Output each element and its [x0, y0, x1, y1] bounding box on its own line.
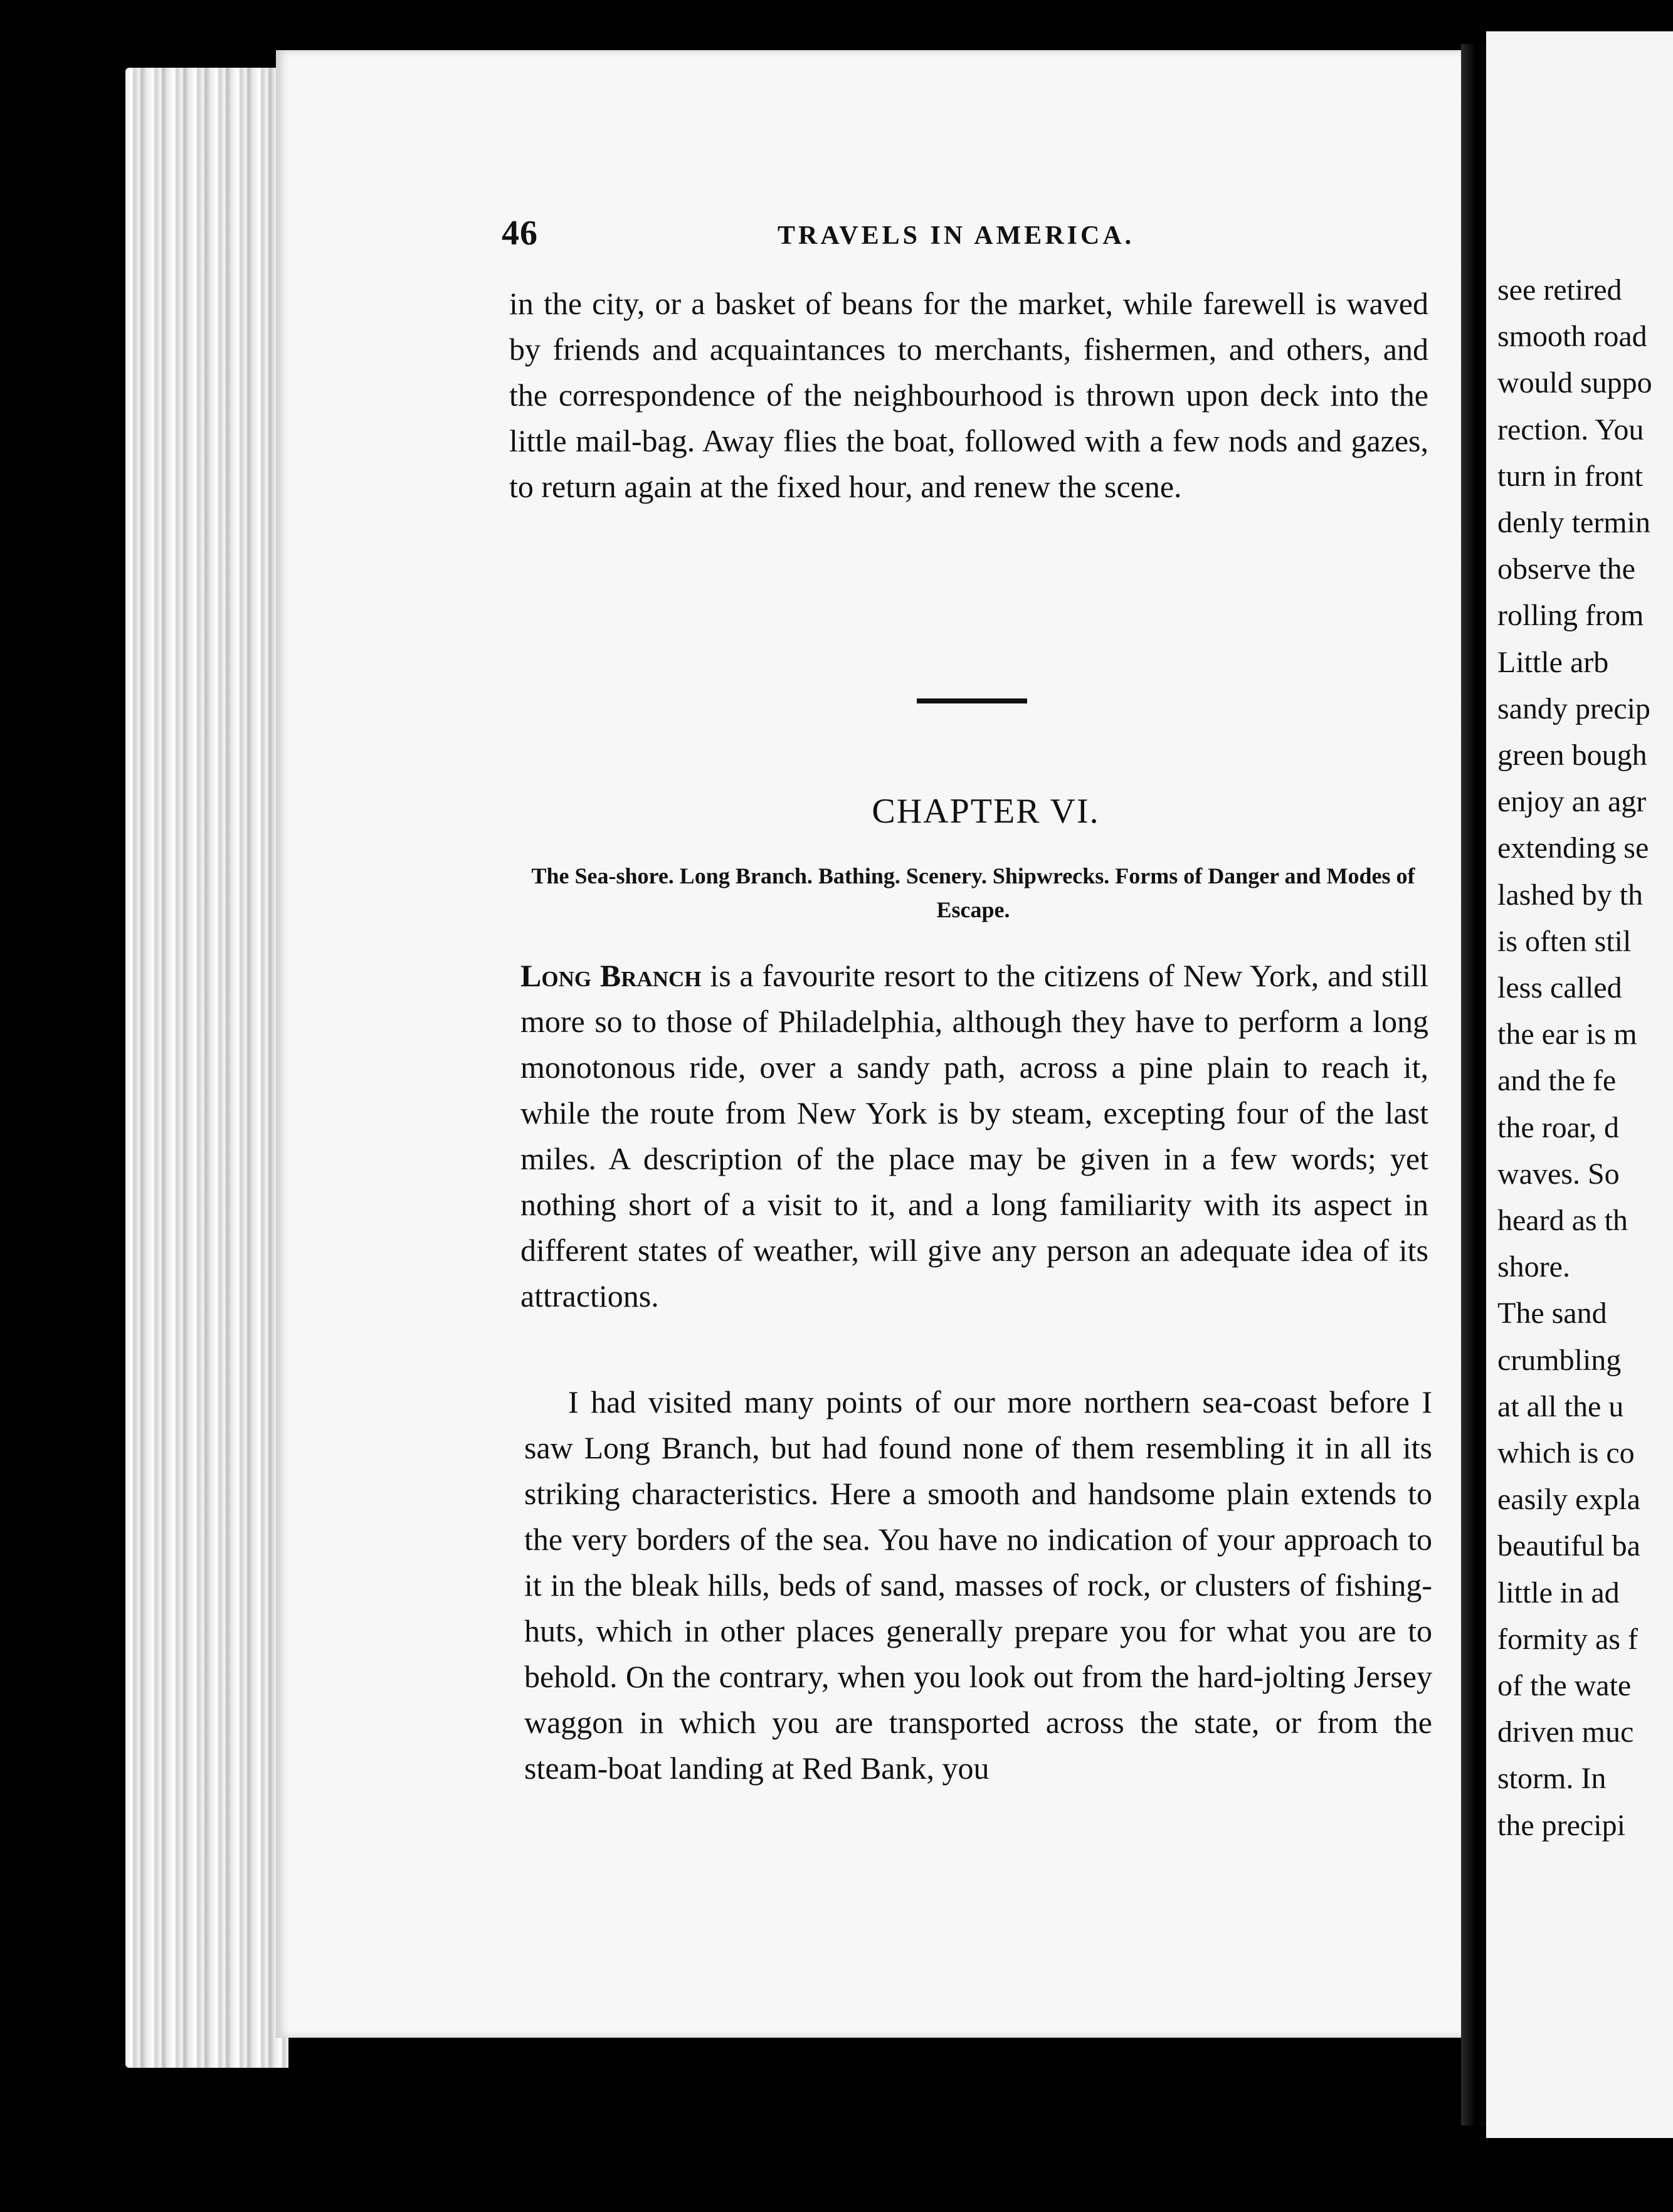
right-page-line: waves. So [1497, 1157, 1620, 1191]
right-page-line: extending se [1497, 831, 1649, 865]
right-page-line: less called [1497, 971, 1622, 1004]
paragraph-2: I had visited many points of our more northern sea-coast before I saw Long Branch, but had found none of them resembling it in all its striking characteristics. Here a smooth and handsome plain extends to the very borders of the sea. You have no indication of your approach to it in the bleak hills, beds of sand, masses of rock, or clusters of fishing-huts, which in other places generally prepare you for what you are to behold. On the contrary, when you look out from the hard-jolting Jersey waggon in which you are transported across the state, or from the steam-boat landing at Red Bank, you [524, 1384, 1432, 1786]
right-page-line: shore. [1497, 1250, 1570, 1284]
continued-paragraph: in the city, or a basket of beans for the market, while farewell is waved by friends and acquaintances to merchants, fishermen, and others, and the correspondence of the neighbourhood is thrown upon deck into the little mail-bag. Away flies the boat, followed with a few nods and gazes, to return again at the fixed hour, and renew the scene. [509, 286, 1428, 504]
right-page-line: enjoy an agr [1497, 785, 1647, 819]
page-block-edges [125, 68, 288, 2068]
right-page-line: green bough [1497, 739, 1647, 772]
right-page-line: of the wate [1497, 1669, 1632, 1702]
right-page-line: sandy precip [1497, 692, 1650, 725]
right-page-line: observe the [1497, 552, 1635, 586]
right-page-line: crumbling [1497, 1343, 1622, 1377]
right-page-line: is often stil [1497, 924, 1632, 958]
right-page-line: the roar, d [1497, 1110, 1619, 1144]
right-page-line: would suppo [1497, 366, 1652, 400]
right-page-line: lashed by th [1497, 878, 1643, 912]
right-page-line: rolling from [1497, 599, 1644, 633]
right-page-line: smooth road [1497, 320, 1647, 354]
right-page-line: driven muc [1497, 1715, 1634, 1749]
right-page-line: little in ad [1497, 1576, 1620, 1609]
right-page-line: denly termin [1497, 506, 1650, 539]
right-page-line: see retired [1497, 273, 1622, 307]
right-page-line: which is co [1497, 1436, 1635, 1470]
running-head [502, 213, 1455, 270]
right-page-line: the precipi [1497, 1808, 1625, 1842]
right-page-line: easily expla [1497, 1483, 1640, 1517]
right-page-line: and the fe [1497, 1064, 1617, 1098]
right-page-line: turn in front [1497, 459, 1643, 493]
right-page-line: Little arb [1497, 645, 1609, 679]
paragraph-1-lead: Long Branch [520, 958, 702, 993]
right-page-line: at all the u [1497, 1389, 1624, 1423]
section-divider-rule [917, 698, 1027, 703]
paragraph-1 [520, 953, 1428, 1319]
right-page-line: storm. In [1497, 1762, 1607, 1796]
right-page-line: rection. You [1497, 413, 1644, 446]
running-head-title: TRAVELS IN AMERICA. [778, 221, 1135, 250]
right-page-line: formity as f [1497, 1622, 1638, 1656]
right-page-line: The sand [1497, 1297, 1607, 1330]
chapter-summary: The Sea-shore. Long Branch. Bathing. Scenery. Shipwrecks. Forms of Danger and Modes of Escape. [531, 863, 1415, 922]
page-number: 46 [502, 214, 538, 253]
chapter-title: CHAPTER VI. [872, 792, 1100, 831]
right-page-line: heard as th [1497, 1204, 1628, 1237]
right-page-line: beautiful ba [1497, 1529, 1640, 1563]
right-page-line: the ear is m [1497, 1018, 1637, 1051]
right-page [1486, 31, 1673, 2138]
paragraph-1-text: is a favourite resort to the citizens of New York, and still more so to those of Philadelphia, although they have to perform a long monotonous ride, over a sandy path, across a pine plain to reach it, while the route from New York is by steam, excepting four of the last miles. A description of the place may be given in a few words; yet nothing short of a visit to it, and a long familiarity with its aspect in different states of weather, will give any person an adequate idea of its attractions. [520, 958, 1428, 1314]
